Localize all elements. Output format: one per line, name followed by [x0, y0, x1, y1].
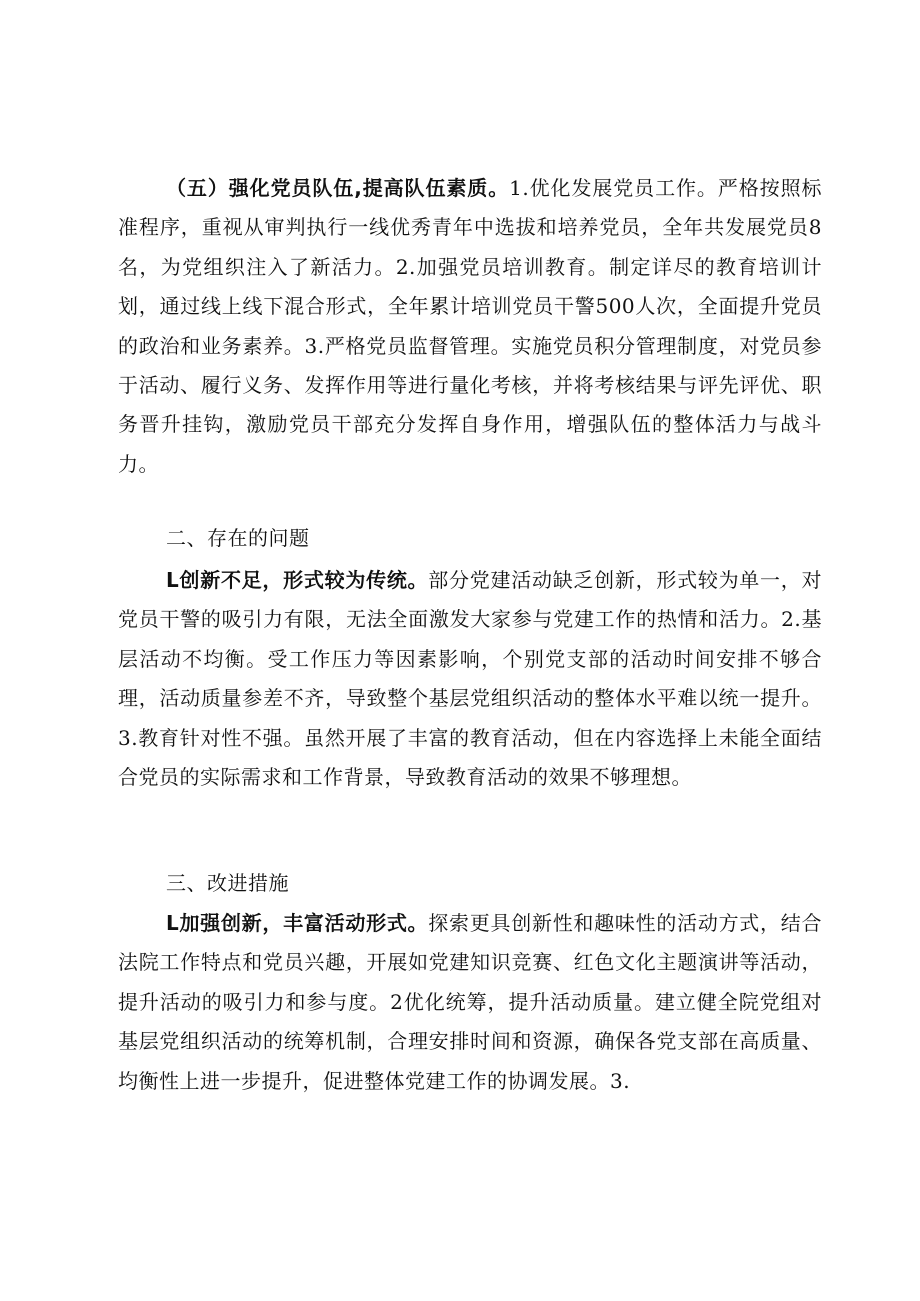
paragraph-lead: （五）强化党员队伍,提高队伍素质。 — [166, 176, 510, 200]
measures-paragraph — [118, 904, 822, 1101]
problems-paragraph — [118, 561, 822, 797]
section-5-paragraph — [118, 169, 822, 484]
paragraph-body: 1.优化发展党员工作。严格按照标准程序，重视从审判执行一线优秀青年中选拔和培养党员，全年共发展党员8名，为党组织注入了新活力。2.加强党员培训教育。制定详尽的教育培训计划，通过线上线下混合形式，全年累计培训党员干警500人次，全面提升党员的政治和业务素养。3.严格党员监督管理。实施党员积分管理制度，对党员参于活动、履行义务、发挥作用等进行量化考核，并将考核结果与评先评优、职务晋升挂钩，激励党员干部充分发挥自身作用，增强队伍的整体活力与战斗力。 — [118, 176, 822, 476]
paragraph — [118, 169, 822, 484]
measures-heading-block — [118, 864, 822, 903]
paragraph — [118, 561, 822, 797]
paragraph-lead: L创新不足，形式较为传统。 — [166, 568, 429, 592]
section-heading: 二、存在的问题 — [166, 526, 310, 550]
section-heading: 三、改进措施 — [166, 871, 289, 895]
paragraph-lead: L加强创新，丰富活动形式。 — [166, 911, 429, 935]
paragraph — [118, 904, 822, 1101]
problems-heading-block — [118, 519, 822, 558]
paragraph-body: 探索更具创新性和趣味性的活动方式，结合法院工作特点和党员兴趣，开展如党建知识竞赛、红色文化主题演讲等活动，提升活动的吸引力和参与度。2优化统筹，提升活动质量。建立健全院党组对基层党组织活动的统筹机制，合理安排时间和资源，确保各党支部在高质量、均衡性上进一步提升，促进整体党建工作的协调发展。3. — [118, 911, 823, 1093]
paragraph-body: 部分党建活动缺乏创新，形式较为单一，对党员干警的吸引力有限，无法全面激发大家参与党建工作的热情和活力。2.基层活动不均衡。受工作压力等因素影响，个别党支部的活动时间安排不够合理，活动质量参差不齐，导致整个基层党组织活动的整体水平难以统一提升。3.教育针对性不强。虽然开展了丰富的教育活动，但在内容选择上未能全面结合党员的实际需求和工作背景，导致教育活动的效果不够理想。 — [118, 568, 823, 790]
